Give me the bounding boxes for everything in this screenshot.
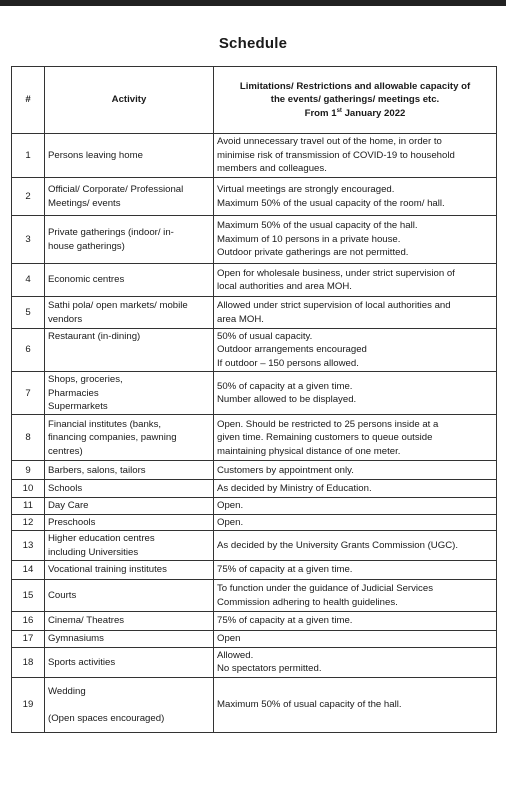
row-number: 2 (12, 178, 45, 216)
table-row (12, 178, 497, 216)
activity-text: Courts (48, 589, 77, 601)
limitation-cell (214, 612, 497, 631)
limitation-text: Commission adhering to health guidelines. (217, 596, 398, 608)
limitation-cell (214, 514, 497, 530)
activity-text: Vocational training institutes (48, 564, 167, 576)
row-number: 10 (12, 480, 45, 498)
activity-text: Persons leaving home (48, 149, 143, 161)
row-number: 15 (12, 580, 45, 612)
table-row (12, 612, 497, 631)
row-number: 8 (12, 415, 45, 461)
table-row (12, 461, 497, 480)
activity-cell (45, 648, 214, 678)
limitation-cell (214, 580, 497, 612)
limitation-text: Maximum 50% of usual capacity of the hall. (217, 699, 402, 711)
row-number: 7 (12, 372, 45, 415)
activity-text: financing companies, pawning (48, 432, 177, 444)
limitation-text: 75% of capacity at a given time. (217, 564, 353, 576)
page-title: Schedule (218, 35, 288, 52)
limitation-text: No spectators permitted. (217, 663, 322, 675)
row-number: 9 (12, 461, 45, 480)
header-limitations-line: the events/ gatherings/ meetings etc. (270, 94, 440, 106)
table-row (12, 580, 497, 612)
limitation-cell (214, 297, 497, 329)
header-limitations (214, 67, 497, 134)
activity-cell (45, 461, 214, 480)
table-row (12, 498, 497, 514)
table-row (12, 216, 497, 264)
table-row (12, 329, 497, 372)
activity-cell (45, 329, 214, 372)
row-number: 14 (12, 561, 45, 580)
table-row (12, 264, 497, 297)
activity-text: Economic centres (48, 274, 125, 286)
limitation-text: given time. Remaining customers to queue outside (217, 432, 433, 444)
activity-text: Schools (48, 483, 83, 495)
activity-text: Official/ Corporate/ Professional (48, 184, 184, 196)
activity-cell (45, 264, 214, 297)
limitation-text: 50% of usual capacity. (217, 331, 313, 342)
limitation-cell (214, 531, 497, 561)
limitation-cell (214, 677, 497, 732)
table-row (12, 631, 497, 648)
table-row (12, 648, 497, 678)
activity-text: Day Care (48, 500, 89, 512)
row-number: 3 (12, 216, 45, 264)
limitation-cell (214, 561, 497, 580)
limitation-text: Open. Should be restricted to 25 persons inside at a (217, 418, 439, 430)
activity-text: Pharmacies (48, 387, 99, 399)
activity-cell (45, 216, 214, 264)
limitation-cell (214, 461, 497, 480)
header-activity: Activity (45, 67, 214, 134)
header-effective-date: From 1st January 2022 (304, 107, 406, 119)
limitation-text: Avoid unnecessary travel out of the home, in order to (217, 136, 442, 148)
activity-cell (45, 631, 214, 648)
activity-text: Higher education centres (48, 533, 155, 545)
limitation-cell (214, 216, 497, 264)
limitation-cell (214, 178, 497, 216)
limitation-text: Open for wholesale business, under strict supervision of (217, 267, 455, 279)
row-number: 17 (12, 631, 45, 648)
row-number: 6 (12, 329, 45, 372)
table-header-row (12, 67, 497, 134)
limitation-text: Number allowed to be displayed. (217, 394, 357, 406)
activity-cell (45, 531, 214, 561)
limitation-text: Maximum 50% of the usual capacity of the room/ hall. (217, 197, 445, 209)
limitation-text: Open. (217, 500, 244, 512)
schedule-table (11, 66, 497, 733)
activity-text: including Universities (48, 546, 139, 558)
table-row (12, 514, 497, 530)
activity-text: Wedding (48, 685, 86, 697)
limitation-cell (214, 631, 497, 648)
limitation-text: As decided by the University Grants Commission (UGC). (217, 539, 458, 551)
limitation-text: Open (217, 633, 241, 645)
activity-cell (45, 514, 214, 530)
limitation-cell (214, 372, 497, 415)
limitation-text: minimise risk of transmission of COVID-19 to household (217, 149, 455, 161)
limitation-text: 50% of capacity at a given time. (217, 380, 353, 392)
activity-cell (45, 480, 214, 498)
activity-cell (45, 580, 214, 612)
header-limitations-line: Limitations/ Restrictions and allowable capacity of (239, 80, 471, 92)
limitation-text: local authorities and area MOH. (217, 281, 352, 292)
row-number: 19 (12, 677, 45, 732)
limitation-text: To function under the guidance of Judicial Services (217, 583, 433, 595)
activity-text: vendors (48, 313, 83, 325)
row-number: 12 (12, 514, 45, 530)
table-row (12, 531, 497, 561)
row-number: 11 (12, 498, 45, 514)
activity-cell (45, 498, 214, 514)
limitation-text: Virtual meetings are strongly encouraged. (217, 184, 395, 196)
limitation-text: Allowed under strict supervision of local authorities and (217, 300, 451, 312)
table-row (12, 677, 497, 732)
limitation-cell (214, 329, 497, 372)
activity-cell (45, 677, 214, 732)
limitation-text: Open. (217, 516, 244, 528)
limitation-cell (214, 134, 497, 178)
header-number: # (12, 67, 45, 134)
table-row (12, 480, 497, 498)
limitation-text: Allowed. (217, 650, 254, 662)
activity-cell (45, 561, 214, 580)
limitation-text: Outdoor private gatherings are not permitted. (217, 247, 409, 259)
activity-cell (45, 372, 214, 415)
table-row (12, 561, 497, 580)
row-number: 1 (12, 134, 45, 178)
limitation-cell (214, 648, 497, 678)
activity-text: Restaurant (in-dining) (48, 331, 141, 342)
top-edge-bar (0, 0, 506, 6)
limitation-text: Maximum of 10 persons in a private house. (217, 233, 401, 245)
limitation-text: As decided by Ministry of Education. (217, 483, 372, 495)
activity-text: Sathi pola/ open markets/ mobile (48, 300, 188, 312)
limitation-cell (214, 264, 497, 297)
limitation-text: area MOH. (217, 313, 264, 325)
limitation-cell (214, 498, 497, 514)
activity-text: house gatherings) (48, 240, 125, 252)
limitation-text: maintaining physical distance of one meter. (217, 445, 401, 457)
activity-text: Barbers, salons, tailors (48, 464, 146, 476)
activity-text: Sports activities (48, 656, 116, 668)
row-number: 5 (12, 297, 45, 329)
table-row (12, 134, 497, 178)
activity-cell (45, 612, 214, 631)
limitation-text: Maximum 50% of the usual capacity of the hall. (217, 220, 418, 232)
activity-cell (45, 134, 214, 178)
row-number: 4 (12, 264, 45, 297)
activity-text: Cinema/ Theatres (48, 615, 125, 627)
activity-text: (Open spaces encouraged) (48, 712, 165, 724)
limitation-text: If outdoor – 150 persons allowed. (217, 357, 359, 369)
limitation-text: Customers by appointment only. (217, 464, 354, 476)
activity-cell (45, 415, 214, 461)
limitation-text: 75% of capacity at a given time. (217, 615, 353, 627)
activity-text: Shops, groceries, (48, 374, 123, 386)
limitation-text: Outdoor arrangements encouraged (217, 344, 367, 356)
limitation-cell (214, 480, 497, 498)
table-row (12, 372, 497, 415)
activity-cell (45, 297, 214, 329)
limitation-text: members and colleagues. (217, 163, 327, 175)
table-row (12, 297, 497, 329)
activity-text: centres) (48, 445, 83, 457)
activity-text: Private gatherings (indoor/ in- (48, 227, 174, 239)
activity-cell (45, 178, 214, 216)
table-row (12, 415, 497, 461)
activity-text: Preschools (48, 516, 96, 528)
activity-text: Supermarkets (48, 401, 108, 413)
activity-text: Meetings/ events (48, 197, 121, 209)
activity-text (48, 698, 210, 711)
row-number: 13 (12, 531, 45, 561)
row-number: 16 (12, 612, 45, 631)
activity-text: Gymnasiums (48, 633, 104, 645)
activity-text: Financial institutes (banks, (48, 418, 162, 430)
row-number: 18 (12, 648, 45, 678)
limitation-cell (214, 415, 497, 461)
